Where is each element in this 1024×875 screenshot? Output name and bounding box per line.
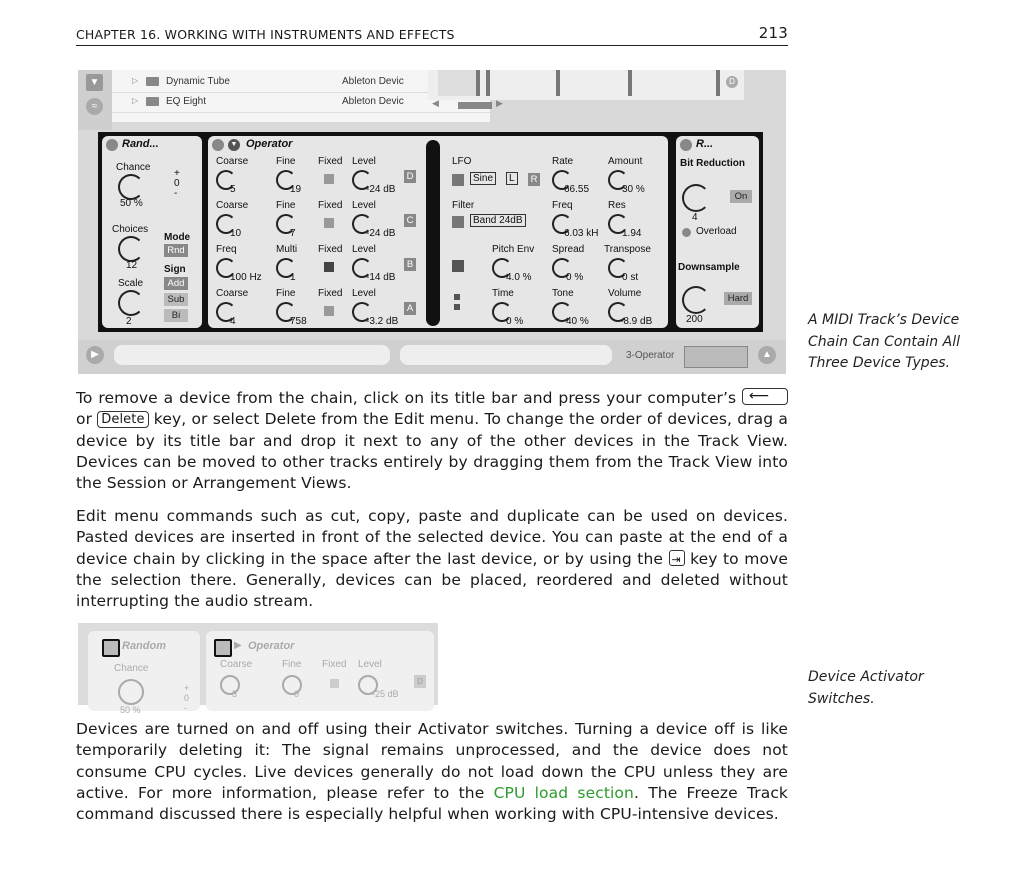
browser-item-name: EQ Eight <box>166 96 207 107</box>
operator-device <box>206 631 434 711</box>
lfo-toggle[interactable] <box>452 174 464 186</box>
device-chain <box>98 132 763 332</box>
lfo-label: LFO <box>452 156 472 167</box>
param-label: Fixed <box>318 200 343 211</box>
mixer-strip <box>428 70 744 100</box>
param-value: -8.9 dB <box>620 316 653 327</box>
knob-label: Scale <box>118 278 144 289</box>
paragraph-text: Edit menu commands such as cut, copy, paste and duplicate can be used on devices. Pasted devices are inserted in front of the selected device. You can paste at the end of a device chain by clicking in the space after the last device, or by using the <box>76 507 788 568</box>
knob-value: 12 <box>126 260 138 271</box>
param-label: Rate <box>552 156 574 167</box>
meter-bar <box>628 70 632 96</box>
param-label: Level <box>352 156 376 167</box>
paragraph-text: key to move the selection there. Generally, devices can be placed, reordered and deleted without interrupting the audio stream. <box>76 549 788 611</box>
device-title: Random <box>122 640 166 652</box>
param-label: Pitch Env <box>492 244 535 255</box>
wave-icon: ≈ <box>86 98 103 115</box>
scroll-bar[interactable]: ◀ ▶ <box>432 98 503 108</box>
random-device <box>102 136 202 328</box>
device-title[interactable]: Rand... <box>122 138 159 150</box>
param-value: 0 % <box>506 316 524 327</box>
param-value: -3.2 dB <box>366 316 399 327</box>
param-label: Fixed <box>318 288 343 299</box>
device-title[interactable]: Operator <box>246 138 293 150</box>
mode-rnd-button[interactable]: Rnd <box>164 244 188 257</box>
chance-knob[interactable] <box>118 174 144 200</box>
filter-type-select[interactable]: Band 24dB <box>470 214 526 227</box>
fixed-toggle[interactable] <box>324 174 334 184</box>
param-label: Freq <box>552 200 573 211</box>
param-label: Fixed <box>322 659 347 670</box>
param-label: Level <box>352 200 376 211</box>
operator-select-button[interactable]: B <box>404 258 416 271</box>
param-value: 4.0 % <box>506 272 532 283</box>
param-value: 66.55 <box>564 184 590 195</box>
param-label: Transpose <box>604 244 651 255</box>
param-label: Volume <box>608 288 642 299</box>
param-value: 0 % <box>566 272 584 283</box>
chapter-title: CHAPTER 16. WORKING WITH INSTRUMENTS AND EFFECTS <box>76 27 455 42</box>
expand-triangle-icon: ▷ <box>132 96 139 105</box>
figure1-caption: A MIDI Track’s Device Chain Can Contain All Three Device Types. <box>808 312 960 371</box>
random-device <box>88 631 200 715</box>
sign-zero: 0 <box>174 178 180 189</box>
sign-plus: + <box>174 168 180 179</box>
operator-device <box>208 136 668 328</box>
bit-reduction-label: Bit Reduction <box>680 158 745 169</box>
param-value: 5 <box>232 689 238 699</box>
downsample-label: Downsample <box>678 262 740 273</box>
page-header <box>76 24 788 46</box>
mixer-slot <box>438 70 478 96</box>
param-label: Spread <box>552 244 585 255</box>
filter-toggle[interactable] <box>452 216 464 228</box>
chance-knob[interactable] <box>118 679 144 705</box>
sign-sub-button[interactable]: Sub <box>164 293 188 306</box>
delete-key-icon: Delete <box>97 411 148 428</box>
knob-value: 50 % <box>120 705 141 715</box>
operator-select-button[interactable]: D <box>404 170 416 183</box>
track-footer <box>78 340 786 374</box>
play-icon[interactable]: ▶ <box>86 346 104 364</box>
page-number: 213 <box>758 24 788 42</box>
pitch-toggle[interactable] <box>452 260 464 272</box>
lfo-range-select[interactable]: L <box>506 172 518 185</box>
param-value: 4 <box>230 316 236 327</box>
knob-value: 4 <box>692 212 698 223</box>
operator-select-button[interactable]: D <box>414 675 426 688</box>
paragraph-text: key, or select Delete from the Edit menu. To change the order of devices, drag a device by its title bar and drop it next to any of the other devices in the Track View. Devices can be moved to other tracks entirely by dragging them from the Track View into the Session or Arrangement Views. <box>76 410 788 493</box>
param-label: Res <box>608 200 626 211</box>
meter-bar <box>716 70 720 96</box>
algorithm-icon[interactable] <box>454 294 460 300</box>
mode-label: Mode <box>164 232 191 243</box>
param-label: Multi <box>276 244 298 255</box>
overload-label: Overload <box>696 226 737 237</box>
operator-select-button[interactable]: C <box>404 214 416 227</box>
device-title[interactable]: R... <box>696 138 714 150</box>
track-input-field[interactable] <box>114 345 390 365</box>
device-chain-screenshot <box>78 70 786 374</box>
param-label: Coarse <box>216 200 249 211</box>
param-value: 0 <box>294 689 300 699</box>
redux-device <box>676 136 759 328</box>
sign-label: Sign <box>164 264 186 275</box>
meter-bar <box>476 70 480 96</box>
param-label: Fine <box>276 156 296 167</box>
knob-label: Chance <box>116 162 151 173</box>
param-label: Fine <box>282 659 302 670</box>
browser-item-maker: Ableton Devic <box>342 96 404 107</box>
lfo-wave-select[interactable]: Sine <box>470 172 496 185</box>
fixed-toggle[interactable] <box>324 306 334 316</box>
param-value: 5 <box>230 184 236 195</box>
knob-value: 2 <box>126 316 132 327</box>
param-label: Coarse <box>220 659 253 670</box>
fixed-toggle[interactable] <box>324 218 334 228</box>
fixed-toggle[interactable] <box>324 262 334 272</box>
scale-knob[interactable] <box>118 290 144 316</box>
paragraph-text: To remove a device from the chain, click on its title bar and press your computer’s <box>76 389 737 407</box>
device-title: Operator <box>248 640 295 652</box>
param-label: Freq <box>216 244 237 255</box>
param-label: Chance <box>114 663 149 674</box>
param-label: Coarse <box>216 288 249 299</box>
activator-icon[interactable] <box>680 139 692 151</box>
cpu-load-link[interactable]: CPU load section <box>493 783 634 802</box>
param-value: 758 <box>290 316 307 327</box>
param-label: Level <box>352 288 376 299</box>
sign-zero: 0 <box>184 693 190 703</box>
folder-icon <box>146 77 159 86</box>
param-label: Amount <box>608 156 643 167</box>
param-label: Fixed <box>318 156 343 167</box>
param-value: 1 <box>290 272 296 283</box>
paragraph-text: or <box>76 410 93 429</box>
collapse-icon: ▼ <box>86 74 103 91</box>
knob-label: Choices <box>112 224 149 235</box>
global-section <box>444 156 668 328</box>
activator-icon[interactable] <box>212 139 224 151</box>
bit-reduction-knob[interactable] <box>682 184 710 212</box>
paragraph-edit-commands <box>76 506 788 612</box>
param-value: 7 <box>290 228 296 239</box>
fixed-toggle[interactable] <box>330 679 339 688</box>
param-value: -24 dB <box>366 184 396 195</box>
meter-bar <box>486 70 490 96</box>
param-value: 19 <box>290 184 302 195</box>
overload-led-icon <box>682 228 691 237</box>
param-label: Level <box>352 244 376 255</box>
track-input-field[interactable] <box>400 345 612 365</box>
param-value: -24 dB <box>366 228 396 239</box>
figure2-caption: Device Activator Switches. <box>808 669 924 707</box>
operator-row <box>208 288 420 330</box>
paragraph-text: . The Freeze Track command discussed there is especially helpful when working with CPU-intensive devices. <box>76 783 789 824</box>
backspace-key-icon: ⟵ <box>742 388 788 405</box>
param-value: -14 dB <box>366 272 396 283</box>
param-value: 100 Hz <box>230 272 262 283</box>
hard-button[interactable]: Hard <box>724 292 752 305</box>
folder-icon <box>146 97 159 106</box>
operator-row <box>208 156 420 198</box>
meter-bar <box>556 70 560 96</box>
sign-bi-button[interactable]: Bi <box>164 309 188 322</box>
activator-switches-screenshot <box>78 623 438 715</box>
sign-minus: - <box>174 188 178 199</box>
param-value: -25 dB <box>372 689 399 699</box>
param-label: Fine <box>276 200 296 211</box>
track-name: 3-Operator <box>626 350 675 361</box>
param-value: 0 st <box>622 272 639 283</box>
knob-value: 50 % <box>120 198 143 209</box>
paragraph-activator <box>76 719 788 825</box>
d-icon: D <box>726 76 738 88</box>
sign-minus: - <box>184 703 187 713</box>
param-label: Time <box>492 288 514 299</box>
param-value: 1.94 <box>622 228 642 239</box>
param-label: Coarse <box>216 156 249 167</box>
algorithm-icon[interactable] <box>454 304 460 310</box>
param-value: 40 % <box>566 316 589 327</box>
track-overview <box>684 346 748 368</box>
operator-display-divider <box>426 140 440 326</box>
browser-item-name: Dynamic Tube <box>166 76 230 87</box>
fold-icon[interactable]: ▶ <box>234 640 242 651</box>
paragraph-remove-device <box>76 388 788 494</box>
sign-add-button[interactable]: Add <box>164 277 188 290</box>
expand-triangle-icon: ▷ <box>132 76 139 85</box>
downsample-knob[interactable] <box>682 286 710 314</box>
param-label: Fine <box>276 288 296 299</box>
param-value: 30 % <box>622 184 645 195</box>
fold-icon[interactable]: ▼ <box>228 139 240 151</box>
param-label: Fixed <box>318 244 343 255</box>
activator-switch-icon[interactable] <box>214 639 232 657</box>
activator-icon[interactable] <box>106 139 118 151</box>
lfo-retrigger-button[interactable]: R <box>528 173 540 186</box>
paragraph-text: Devices are turned on and off using their Activator switches. Turning a device off is like temporarily deleting it: The signal remains unprocessed, and the device does not consume CPU cycles. Live devices generally do not load down the CPU unless they are active. For more information, please refer to the <box>76 720 788 802</box>
browser-item-maker: Ableton Devic <box>342 76 404 87</box>
param-value: 6.03 kH <box>564 228 599 239</box>
bit-on-button[interactable]: On <box>730 190 752 203</box>
choices-knob[interactable] <box>118 236 144 262</box>
oscillator-section <box>208 156 420 328</box>
param-label: Level <box>358 659 382 670</box>
activator-switch-icon[interactable] <box>102 639 120 657</box>
operator-row <box>208 200 420 242</box>
filter-label: Filter <box>452 200 475 211</box>
param-value: 10 <box>230 228 242 239</box>
knob-value: 200 <box>686 314 703 325</box>
tab-key-icon: ⇥ <box>669 550 685 566</box>
param-label: Tone <box>552 288 574 299</box>
browser-side-strip <box>78 70 112 130</box>
sign-plus: + <box>184 683 190 693</box>
operator-select-button[interactable]: A <box>404 302 416 315</box>
up-arrow-icon[interactable]: ▲ <box>758 346 776 364</box>
operator-row <box>208 244 420 286</box>
